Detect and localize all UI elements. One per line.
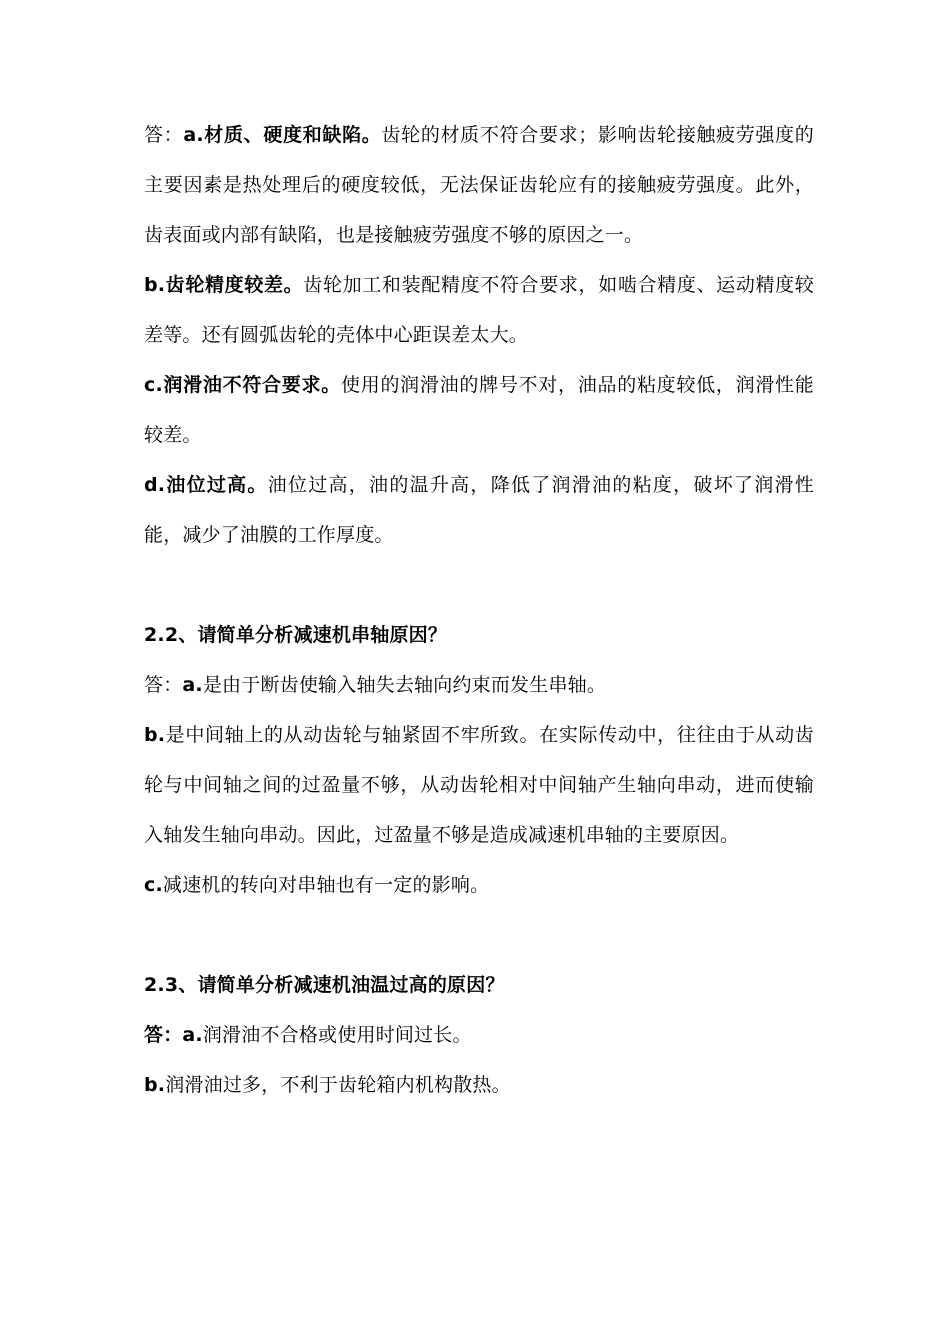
point-heading-d: d.油位过高。 xyxy=(144,474,268,496)
answer-prefix: 答： xyxy=(144,674,183,696)
answer-2-2-b xyxy=(144,710,814,860)
point-heading-c: c.润滑油不符合要求。 xyxy=(144,374,341,396)
point-heading-b: b.齿轮精度较差。 xyxy=(144,274,304,296)
answer-prefix: 答： xyxy=(144,124,184,146)
question-heading-2-2: 2.2、请简单分析减速机串轴原因？ xyxy=(144,624,448,646)
answer-paragraph-b xyxy=(144,260,814,360)
point-label-c: c. xyxy=(144,874,163,896)
section-spacer xyxy=(144,560,814,610)
answer-2-3-b xyxy=(144,1060,814,1110)
point-text-a: 齿轮的材质不符合要求；影响齿轮接触疲劳强度的主要因素是热处理后的硬度较低，无法保证齿轮应有的接触疲劳强度。此外，齿表面或内部有缺陷，也是接触疲劳强度不够的原因之一。 xyxy=(144,124,814,246)
answer-paragraph-a xyxy=(144,110,814,260)
question-heading-2-3: 2.3、请简单分析减速机油温过高的原因？ xyxy=(144,974,505,996)
point-label-b: b. xyxy=(144,724,166,746)
point-heading-a: a.材质、硬度和缺陷。 xyxy=(183,124,382,146)
point-label-b: b. xyxy=(144,1074,166,1096)
point-text-b: 齿轮加工和装配精度不符合要求，如啮合精度、运动精度较差等。还有圆弧齿轮的壳体中心距误差太大。 xyxy=(144,274,814,346)
section-spacer xyxy=(144,910,814,960)
answer-2-3-a xyxy=(144,1010,814,1060)
point-text-c: 使用的润滑油的牌号不对，油品的粘度较低，润滑性能较差。 xyxy=(144,374,814,446)
point-text-a: 是由于断齿使输入轴失去轴向约束而发生串轴。 xyxy=(202,674,607,696)
point-text-d: 油位过高，油的温升高，降低了润滑油的粘度，破坏了润滑性能，减少了油膜的工作厚度。 xyxy=(144,474,815,546)
answer-2-2-a xyxy=(144,660,814,710)
answer-paragraph-d xyxy=(144,460,814,560)
point-label-a: a. xyxy=(182,674,203,696)
point-text-b: 润滑油过多，不利于齿轮箱内机构散热。 xyxy=(165,1074,511,1096)
point-text-c: 减速机的转向对串轴也有一定的影响。 xyxy=(162,874,490,896)
document-body xyxy=(144,110,814,1110)
answer-paragraph-c xyxy=(144,360,814,460)
point-text-a: 润滑油不合格或使用时间过长。 xyxy=(202,1024,472,1046)
point-text-b: 是中间轴上的从动齿轮与轴紧固不牢所致。在实际传动中，往往由于从动齿轮与中间轴之间的过盈量不够，从动齿轮相对中间轴产生轴向串动，进而使输入轴发生轴向串动。因此，过盈量不够是造成减速机串轴的主要原因。 xyxy=(144,724,814,846)
point-label-a: 答：a. xyxy=(144,1024,203,1046)
answer-2-2-c xyxy=(144,860,814,910)
